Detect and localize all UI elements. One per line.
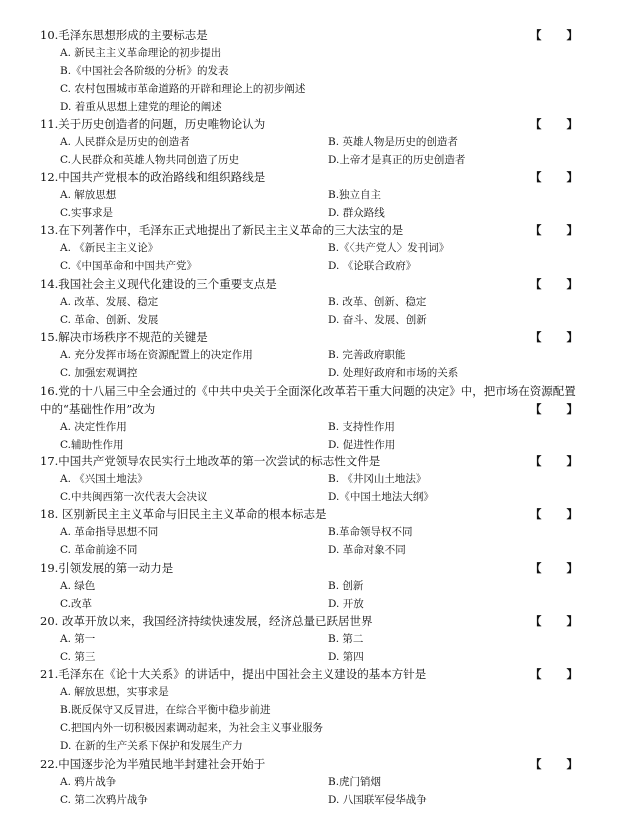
bracket-right: 】	[566, 614, 578, 628]
bracket-right: 】	[566, 28, 578, 42]
bracket-right: 】	[566, 223, 578, 237]
question-stem: 11.关于历史创造者的问题，历史唯物论认为	[40, 117, 266, 131]
answer-option[interactable]: B.既反保守又反冒进，在综合平衡中稳步前进	[60, 704, 271, 716]
options-row	[40, 648, 600, 666]
options-list	[40, 346, 600, 382]
answer-bracket[interactable]	[530, 400, 578, 418]
bracket-right: 】	[566, 454, 578, 468]
question-stem: 18. 区别新民主主义革命与旧民主主义革命的根本标志是	[40, 507, 327, 521]
options-list	[40, 293, 600, 329]
options-row	[40, 346, 600, 364]
options-row	[40, 719, 600, 737]
answer-bracket[interactable]	[530, 328, 578, 346]
answer-option[interactable]: B.《中国社会各阶级的分析》的发表	[60, 65, 229, 77]
bracket-left: 【	[530, 507, 542, 521]
bracket-right: 】	[566, 170, 578, 184]
options-list	[40, 683, 600, 755]
question-q22	[40, 755, 600, 809]
bracket-right: 】	[566, 330, 578, 344]
answer-option[interactable]: C. 第三	[60, 651, 96, 663]
question-q14	[40, 275, 600, 329]
options-list	[40, 773, 600, 809]
answer-option[interactable]: D. 处理好政府和市场的关系	[328, 367, 459, 379]
answer-option[interactable]: D.《中国土地法大纲》	[328, 491, 434, 503]
answer-option[interactable]: D. 群众路线	[328, 207, 385, 219]
question-q17	[40, 452, 600, 506]
options-row	[40, 311, 600, 329]
question-q11	[40, 115, 600, 169]
answer-option[interactable]: B. 改革、创新、稳定	[328, 296, 427, 308]
answer-option[interactable]: D. 开放	[328, 598, 364, 610]
options-row	[40, 683, 600, 701]
question-stem: 12.中国共产党根本的政治路线和组织路线是	[40, 170, 266, 184]
question-stem: 20. 改革开放以来，我国经济持续快速发展，经济总量已跃居世界	[40, 614, 373, 628]
answer-option[interactable]: C. 第二次鸦片战争	[60, 794, 148, 806]
answer-option[interactable]: B. 英雄人物是历史的创造者	[328, 136, 458, 148]
bracket-left: 【	[530, 757, 542, 771]
options-row	[40, 239, 600, 257]
answer-option[interactable]: A. 决定性作用	[60, 421, 127, 433]
answer-option[interactable]: C.改革	[60, 598, 92, 610]
options-row	[40, 44, 600, 62]
bracket-right: 】	[566, 277, 578, 291]
bracket-left: 【	[530, 667, 542, 681]
answer-option[interactable]: C.实事求是	[60, 207, 113, 219]
options-row	[40, 595, 600, 613]
options-row	[40, 204, 600, 222]
bracket-left: 【	[530, 614, 542, 628]
answer-bracket[interactable]	[530, 275, 578, 293]
answer-option[interactable]: C. 革命、创新、发展	[60, 314, 159, 326]
answer-bracket[interactable]	[530, 559, 578, 577]
options-list	[40, 186, 600, 222]
options-row	[40, 364, 600, 382]
options-row	[40, 418, 600, 436]
options-list	[40, 577, 600, 613]
answer-bracket[interactable]	[530, 168, 578, 186]
bracket-left: 【	[530, 561, 542, 575]
bracket-right: 】	[566, 561, 578, 575]
answer-bracket[interactable]	[530, 115, 578, 133]
bracket-right: 】	[566, 402, 578, 416]
bracket-right: 】	[566, 757, 578, 771]
question-stem: 19.引领发展的第一动力是	[40, 561, 174, 575]
question-q19	[40, 559, 600, 613]
answer-option[interactable]: B.革命领导权不同	[328, 526, 413, 538]
answer-bracket[interactable]	[530, 612, 578, 630]
options-list	[40, 239, 600, 275]
answer-option[interactable]: D. 促进性作用	[328, 439, 396, 451]
options-row	[40, 701, 600, 719]
answer-option[interactable]: A. 解放思想，实事求是	[60, 686, 169, 698]
bracket-right: 】	[566, 117, 578, 131]
question-q12	[40, 168, 600, 222]
answer-bracket[interactable]	[530, 665, 578, 683]
answer-option[interactable]: B.《〈共产党人〉发刊词》	[328, 242, 450, 254]
answer-option[interactable]: A. 人民群众是历史的创造者	[60, 136, 190, 148]
bracket-left: 【	[530, 402, 542, 416]
options-row	[40, 133, 600, 151]
answer-option[interactable]: B. 《井冈山土地法》	[328, 473, 427, 485]
options-row	[40, 293, 600, 311]
bracket-left: 【	[530, 170, 542, 184]
bracket-left: 【	[530, 277, 542, 291]
bracket-right: 】	[566, 507, 578, 521]
answer-option[interactable]: B. 创新	[328, 580, 364, 592]
answer-option[interactable]: D. 着重从思想上建党的理论的阐述	[60, 101, 222, 113]
answer-bracket[interactable]	[530, 505, 578, 523]
options-row	[40, 737, 600, 755]
question-stem: 16.党的十八届三中全会通过的《中共中央关于全面深化改革若干重大问题的决定》中，把市场在资源配置中的“基础性作用”改为	[40, 384, 576, 416]
answer-option[interactable]: C.人民群众和英雄人物共同创造了历史	[60, 154, 239, 166]
answer-option[interactable]: B. 支持性作用	[328, 421, 395, 433]
options-list	[40, 523, 600, 559]
answer-option[interactable]: C. 农村包围城市革命道路的开辟和理论上的初步阐述	[60, 83, 306, 95]
answer-option[interactable]: C.把国内外一切积极因素调动起来，为社会主义事业服务	[60, 722, 323, 734]
answer-option[interactable]: A. 革命指导思想不同	[60, 526, 159, 538]
answer-option[interactable]: D. 革命对象不同	[328, 544, 406, 556]
answer-option[interactable]: B.虎门销烟	[328, 776, 382, 788]
answer-option[interactable]: C. 革命前途不同	[60, 544, 138, 556]
answer-bracket[interactable]	[530, 26, 578, 44]
answer-option[interactable]: C.中共闽西第一次代表大会决议	[60, 491, 208, 503]
question-q20	[40, 612, 600, 666]
options-row	[40, 151, 600, 169]
question-stem: 10.毛泽东思想形成的主要标志是	[40, 28, 208, 42]
question-q15	[40, 328, 600, 382]
options-row	[40, 577, 600, 595]
answer-bracket[interactable]	[530, 452, 578, 470]
answer-option[interactable]: B. 第二	[328, 633, 364, 645]
answer-option[interactable]: C.《中国革命和中国共产党》	[60, 260, 197, 272]
question-stem: 17.中国共产党领导农民实行土地改革的第一次尝试的标志性文件是	[40, 454, 381, 468]
answer-option[interactable]: A. 充分发挥市场在资源配置上的决定作用	[60, 349, 253, 361]
question-stem: 13.在下列著作中，毛泽东正式地提出了新民主主义革命的三大法宝的是	[40, 223, 404, 237]
question-q13	[40, 221, 600, 275]
options-list	[40, 630, 600, 666]
bracket-left: 【	[530, 223, 542, 237]
answer-option[interactable]: B. 完善政府职能	[328, 349, 406, 361]
options-row	[40, 523, 600, 541]
options-list	[40, 133, 600, 169]
options-row	[40, 470, 600, 488]
answer-option[interactable]: D. 奋斗、发展、创新	[328, 314, 427, 326]
bracket-left: 【	[530, 117, 542, 131]
answer-option[interactable]: D. 八国联军侵华战争	[328, 794, 427, 806]
options-row	[40, 541, 600, 559]
answer-option[interactable]: A. 鸦片战争	[60, 776, 117, 788]
options-row	[40, 488, 600, 506]
answer-option[interactable]: A. 新民主主义革命理论的初步提出	[60, 47, 222, 59]
options-row	[40, 630, 600, 648]
answer-option[interactable]: D.上帝才是真正的历史创造者	[328, 154, 466, 166]
bracket-right: 】	[566, 667, 578, 681]
bracket-left: 【	[530, 28, 542, 42]
answer-option[interactable]: A. 解放思想	[60, 189, 117, 201]
answer-option[interactable]: C.辅助性作用	[60, 439, 124, 451]
options-row	[40, 62, 600, 80]
answer-option[interactable]: A. 绿色	[60, 580, 96, 592]
answer-option[interactable]: B.独立自主	[328, 189, 382, 201]
options-row	[40, 98, 600, 116]
answer-option[interactable]: A. 改革、发展、稳定	[60, 296, 159, 308]
options-row	[40, 773, 600, 791]
answer-option[interactable]: D. 《论联合政府》	[328, 260, 417, 272]
answer-option[interactable]: C. 加强宏观调控	[60, 367, 138, 379]
options-row	[40, 791, 600, 809]
options-row	[40, 186, 600, 204]
options-list	[40, 44, 600, 116]
bracket-left: 【	[530, 454, 542, 468]
options-row	[40, 257, 600, 275]
question-stem: 22.中国逐步沦为半殖民地半封建社会开始于	[40, 757, 266, 771]
bracket-left: 【	[530, 330, 542, 344]
answer-option[interactable]: A. 第一	[60, 633, 96, 645]
question-stem: 21.毛泽东在《论十大关系》的讲话中，提出中国社会主义建设的基本方针是	[40, 667, 427, 681]
question-q18	[40, 505, 600, 559]
options-list	[40, 418, 600, 454]
answer-bracket[interactable]	[530, 755, 578, 773]
answer-option[interactable]: D. 第四	[328, 651, 364, 663]
answer-bracket[interactable]	[530, 221, 578, 239]
question-q21	[40, 665, 600, 755]
question-stem: 15.解决市场秩序不规范的关键是	[40, 330, 208, 344]
question-q16	[40, 382, 600, 454]
answer-option[interactable]: A. 《兴国土地法》	[60, 473, 148, 485]
question-q10	[40, 26, 600, 116]
options-list	[40, 470, 600, 506]
answer-option[interactable]: A. 《新民主主义论》	[60, 242, 159, 254]
question-stem: 14.我国社会主义现代化建设的三个重要支点是	[40, 277, 277, 291]
options-row	[40, 80, 600, 98]
answer-option[interactable]: D. 在新的生产关系下保护和发展生产力	[60, 740, 243, 752]
